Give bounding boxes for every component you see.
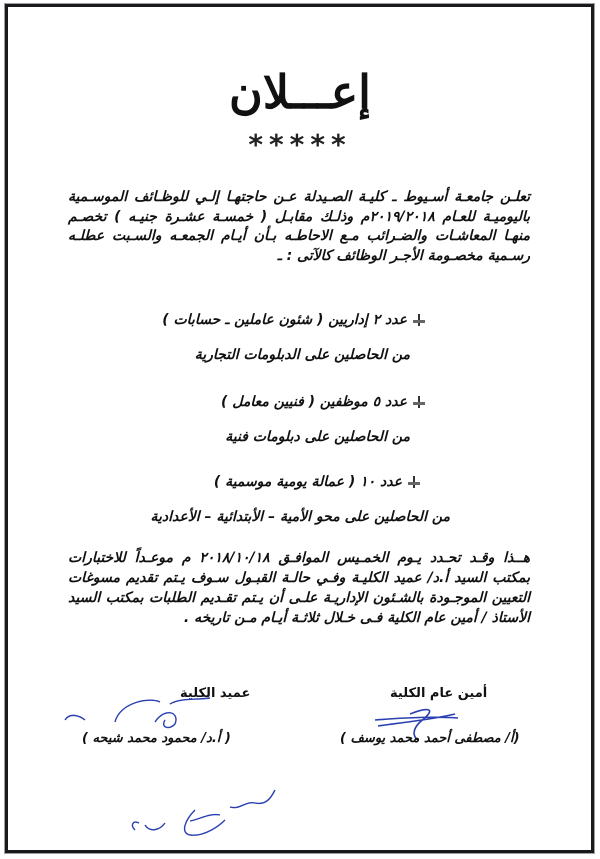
bullet-icon bbox=[408, 476, 420, 488]
position-item bbox=[221, 392, 425, 412]
position-item bbox=[214, 472, 420, 492]
intro-paragraph: تعلـن جامعـة أسـيوط ـ كليـة الصـيدلة عـن حاجتهـا إلـي للوظـائف الموسـمية باليوميـة للعـام ٢٠١٩/٢٠١٨م وذلـك مقابـل ( خمسـة عشـرة جنيـه ) تخصـم منهـا المعاشـات والضـرائب مـع الاحاطـه بـأن أيـام الجمعـه والسـبت عطلـه رسـمية مخصـومة الأجـر الوظائف كالآتى : ـ bbox=[68, 189, 530, 264]
bullet-icon bbox=[413, 396, 425, 408]
position-title: عدد ١٠ ( عمالة يومية موسمية ) bbox=[213, 474, 402, 490]
bullet-icon bbox=[413, 314, 425, 326]
dean-signature bbox=[60, 692, 220, 732]
position-item bbox=[162, 310, 425, 330]
position-title: عدد ٢ إداريين ( شئون عاملين ـ حسابات ) bbox=[162, 312, 407, 328]
dean-title: عميد الكلية bbox=[180, 686, 251, 701]
position-requirement: من الحاصلين على الدبلومات التجارية bbox=[194, 347, 410, 363]
secretary-title: أمين عام الكلية bbox=[390, 686, 488, 701]
position-requirement: من الحاصلين على دبلومات فنية bbox=[225, 429, 410, 445]
dean-name: ( أ.د/ محمود محمد شيحه ) bbox=[82, 731, 231, 746]
secretary-name: (أ/ مصطفى أحمد محمد يوسف ) bbox=[340, 731, 520, 746]
position-requirement: من الحاصلين على محو الأمية – الأبتدائية – الأعدادية bbox=[150, 509, 450, 525]
handwritten-annotation bbox=[125, 785, 285, 840]
closing-paragraph: هــذا وقـد تحـدد يـوم الخمـيس الموافـق ٢٠١٨/١٠/١٨ م موعـداً للاختبارات بمكتب السيد أ.د/ عميد الكليـة وفـي حالـة القبـول سـوف يـتم تقديم مسوغات التعيين الموجـودة بالشـئون الإداريـة علـى أن يـتم تقـديم الطلبات بمكتب السيد الأستاذ / أمين عام الكلية فـى خـلال ثلاثـة أيـام مـن تاريخه . bbox=[68, 550, 530, 626]
decorative-stars: ***** bbox=[248, 128, 352, 161]
announcement-title: إعـــلان bbox=[229, 65, 371, 119]
position-title: عدد ٥ موظفين ( فنيين معامل ) bbox=[221, 394, 407, 410]
